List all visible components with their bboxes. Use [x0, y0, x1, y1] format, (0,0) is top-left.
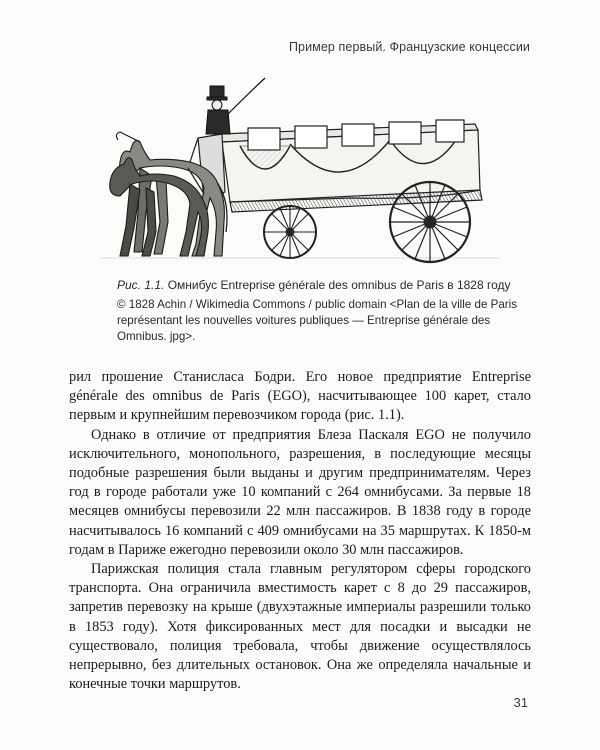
- paragraph-3: Парижская полиция стала главным регулятором сферы городского транспорта. Она ограничила вместимость карет с 8 до 29 пассажиров, запретив перевозку на крыше (двухэтажные империалы разрешили только в 1853 году). Хотя фиксированных мест для посадки и высадки не существовало, полиция требовала, чтобы движение осуществлялось непрерывно, без длительных остановок. Она же определяла начальные и конечные точки маршрутов.: [69, 561, 531, 693]
- figure-number: Рис. 1.1.: [117, 278, 165, 292]
- omnibus-illustration: [100, 72, 500, 272]
- figure-credit: © 1828 Achin / Wikimedia Commons / public domain <Plan de la ville de Paris représentant les nouvelles voitures publiques — Entreprise générale des Omnibus. jpg>.: [117, 298, 518, 343]
- paragraph-1: рил прошение Станисласа Бодри. Его новое предприятие Entreprise générale des omnibus de Paris (EGO), насчитывающее 100 карет, стало первым и крупнейшим перевозчиком города (рис. 1.1).: [69, 369, 531, 424]
- omnibus-engraving: [100, 72, 500, 272]
- running-head: Пример первый. Французские концессии: [288, 40, 530, 54]
- figure-caption: [117, 276, 517, 294]
- page-number: 31: [513, 695, 528, 710]
- paragraph-2: Однако в отличие от предприятия Блеза Паскаля EGO не получило исключительного, монопольного, разрешения, в последующие месяцы подобные разрешения были выданы и другим предпринимателям. Через год в городе работали уже 10 компаний с 264 омнибусами. За первые 18 месяцев омнибусы перевозили 22 млн пассажиров. В 1838 году в городе насчитывалось 16 компаний с 409 омнибусами на 35 маршрутах. К 1850-м годам в Париже ежегодно перевозили около 30 млн пассажиров.: [69, 426, 531, 558]
- carriage-body: [188, 120, 482, 212]
- coachman-figure: [206, 78, 265, 134]
- figure-caption-text: Омнибус Entreprise générale des omnibus de Paris в 1828 году: [167, 278, 511, 292]
- body-text: [69, 368, 531, 694]
